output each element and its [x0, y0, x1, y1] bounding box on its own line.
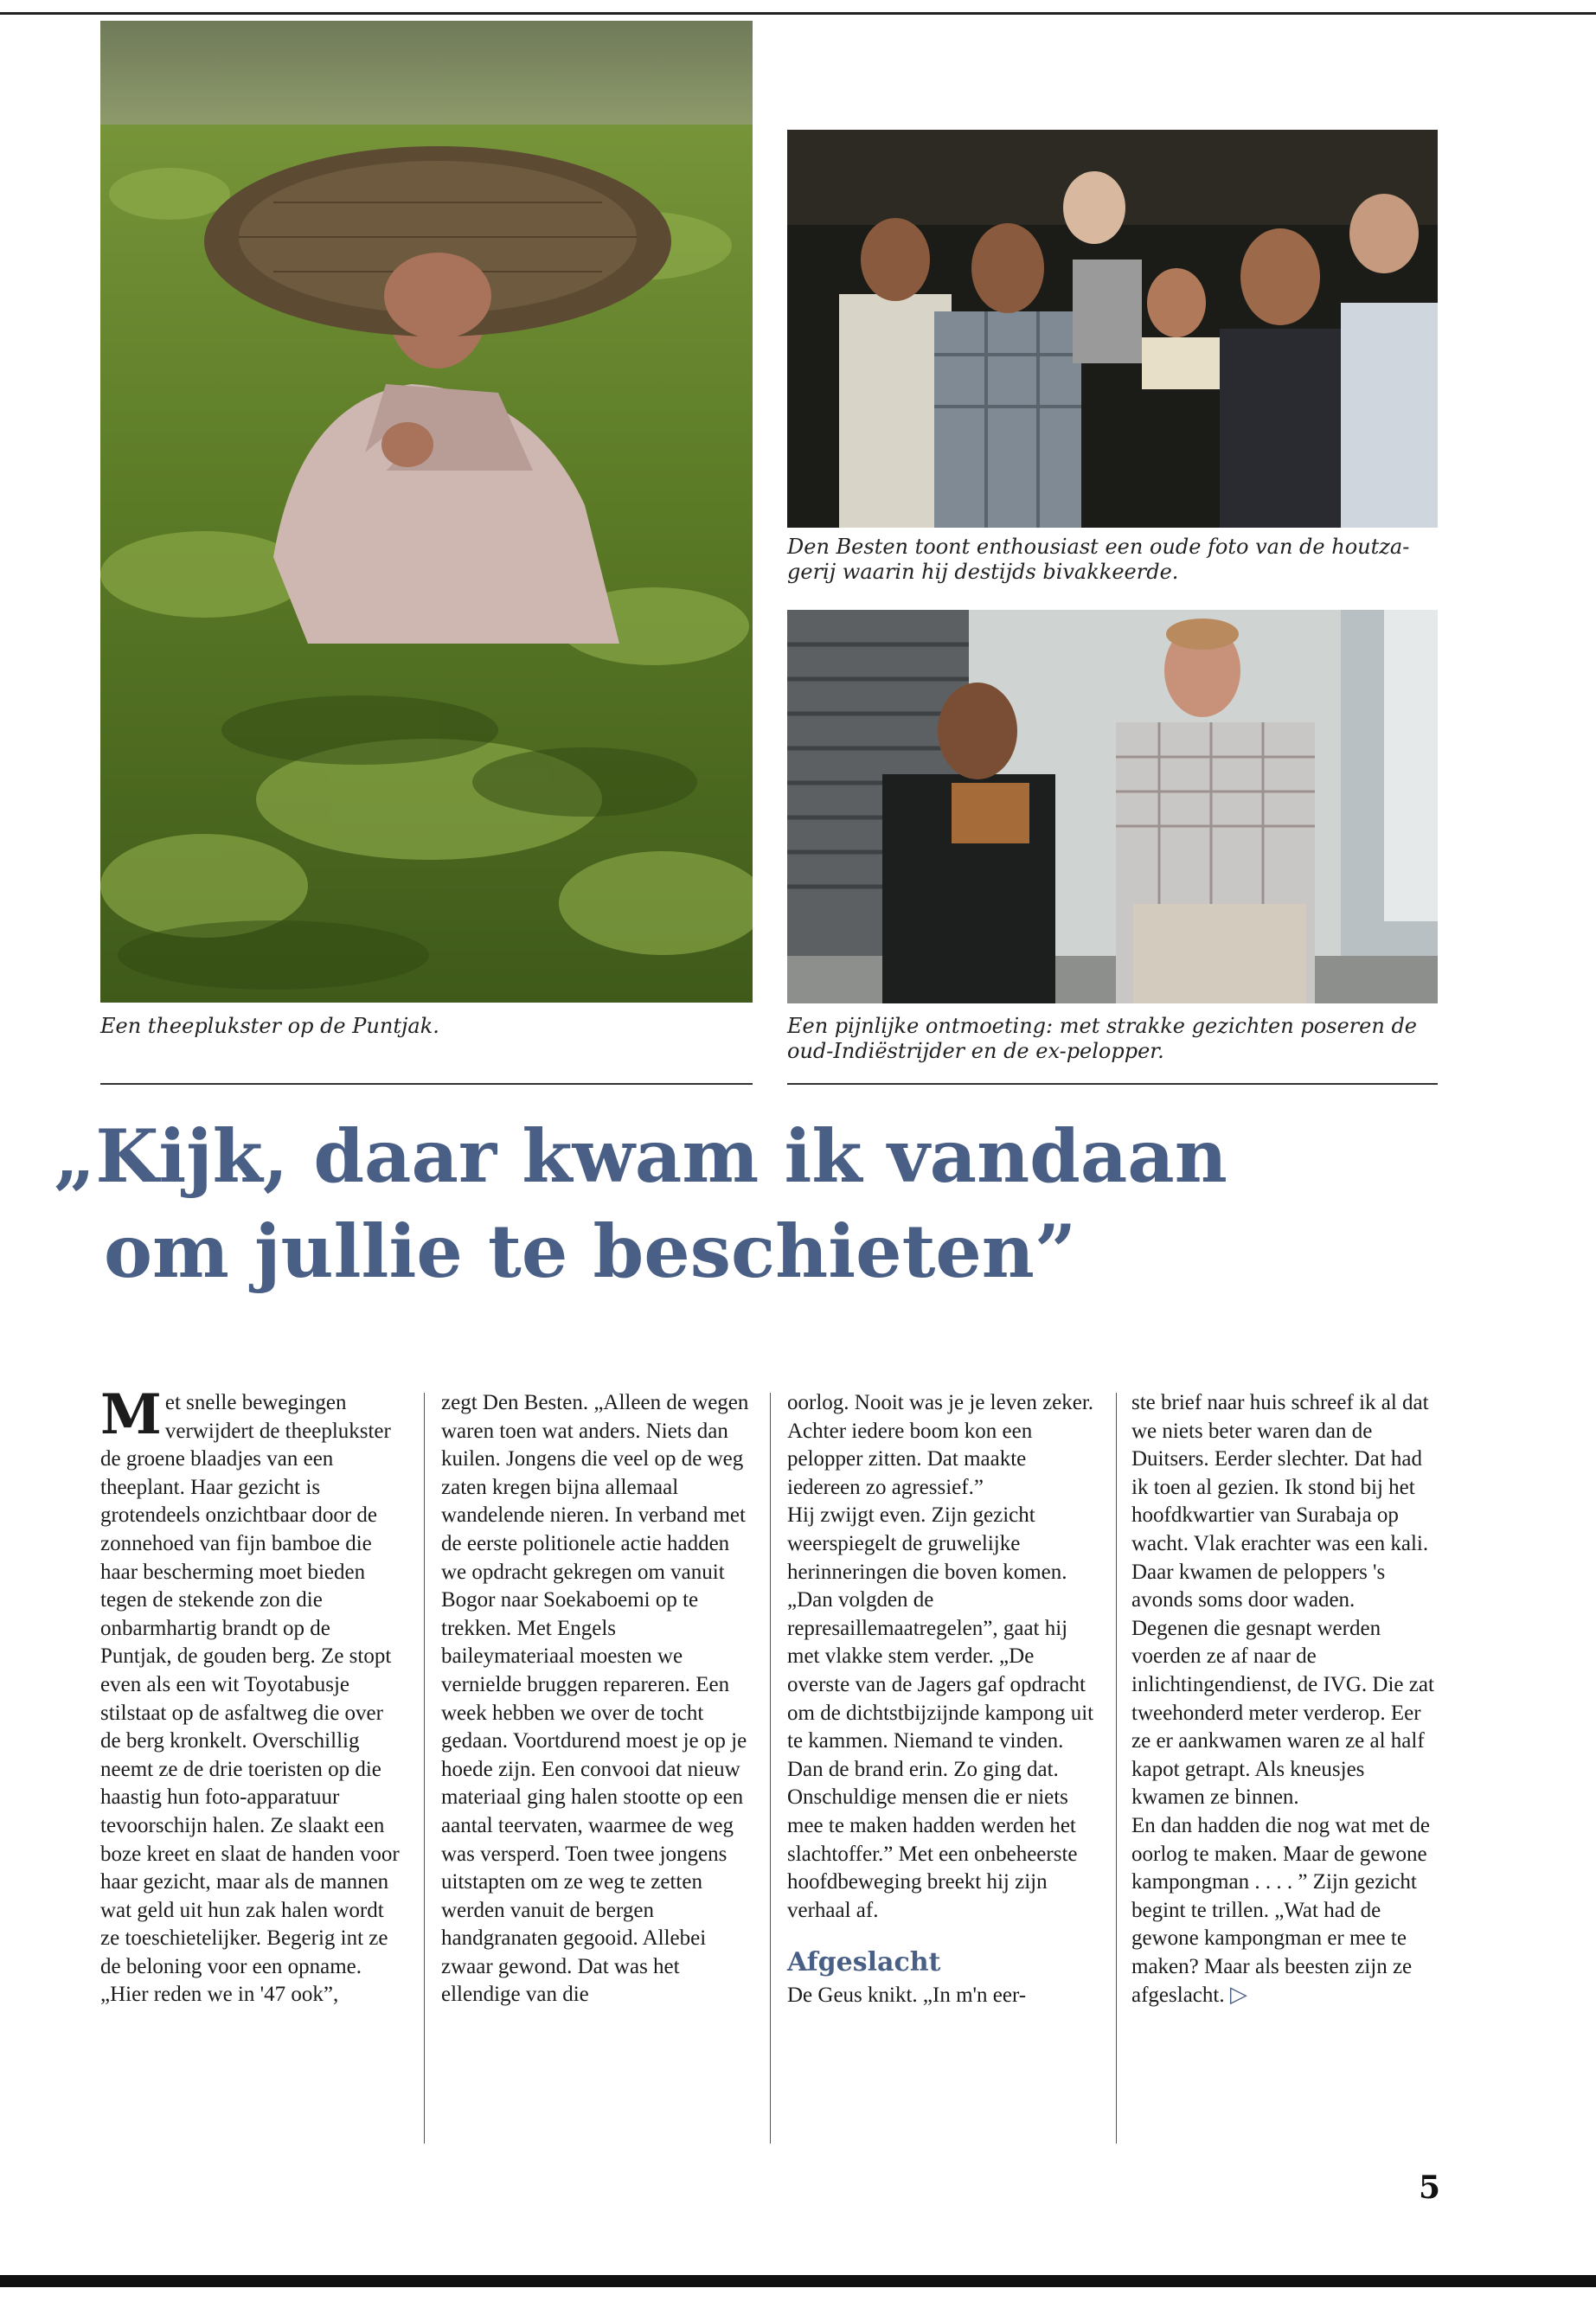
- photo-group: [787, 130, 1438, 528]
- column-divider: [770, 1393, 771, 2144]
- article-column-1: [100, 1382, 405, 2009]
- bottom-rule: [0, 2275, 1596, 2287]
- drop-cap: M: [100, 1382, 162, 1447]
- paragraph: [1131, 1812, 1436, 2010]
- headline-line-2: om jullie te beschieten”: [104, 1208, 1077, 1294]
- continue-arrow-icon: ▷: [1229, 1982, 1247, 2008]
- caption-tea-picker: Een theeplukster op de Puntjak.: [100, 1014, 439, 1038]
- paragraph: De Geus knikt. „In m'n eer-: [787, 1984, 1027, 2008]
- photo-tea-picker: [100, 21, 753, 1003]
- paragraph-text: En dan hadden die nog wat met de oorlog te maken. Maar de gewone kampongman . . . . ” Zijn gezicht begint te trillen. „Wat had de gewone kampongman er mee te maken? Maar als beesten zijn ze afgeslacht.: [1131, 1813, 1431, 2008]
- column-divider: [424, 1393, 425, 2144]
- article-column-4: [1131, 1389, 1436, 2010]
- paragraph: Hij zwijgt even. Zijn gezicht weerspiegelt de gruwelijke herinneringen die boven komen. „Dan volgden de represaillemaatregelen”, gaat hij met vlakke stem verder. „De overste van de Jagers gaf opdracht om de dichtstbijzijnde kampong uit te kammen. Niemand te vinden. Dan de brand erin. Zo ging dat. Onschuldige mensen die er niets mee te maken hadden werden het slachtoffer.” Met een onbeheerste hoofdbeweging breekt hij zijn verhaal af.: [787, 1503, 1094, 1922]
- top-rule: [0, 12, 1596, 15]
- paragraph: zegt Den Besten. „Alleen de wegen waren toen wat anders. Niets dan kuilen. Jongens die veel op de weg zaten kregen bijna allemaal wandelende nieren. In verband met de eerste politionele actie hadden we opdracht gekregen om vanuit Bogor naar Soekaboemi op te trekken. Met Engels baileymateriaal moesten we vernielde bruggen repareren. Een week hebben we over de tocht gedaan. Voortdurend moest je op je hoede zijn. Een convooi dat nieuw materiaal ging halen stootte op een aantal teervaten, waarmee de weg was versperd. Toen twee jongens uitstapten om ze weg te zetten werden vanuit de bergen handgranaten gegooid. Allebei zwaar gewond. Dat was het ellendige van die: [441, 1391, 749, 2007]
- page-number: 5: [1419, 2170, 1441, 2206]
- paragraph: „Hier reden we in '47 ook”,: [100, 1983, 339, 2007]
- headline: [54, 1109, 1524, 1299]
- article-column-2: [441, 1389, 753, 2009]
- caption-pair-photo: Een pijnlijke ontmoeting: met strakke gezichten poseren de oud-Indiëstrijder en de ex-pelopper.: [787, 1014, 1418, 1063]
- caption-group-photo: Den Besten toont enthousiast een oude foto van de houtza-gerij waarin hij destijds bivakkeerde.: [787, 535, 1410, 584]
- caption-rule-left: [100, 1083, 753, 1085]
- paragraph: [100, 1382, 405, 1981]
- subheading: Afgeslacht: [787, 1947, 941, 1978]
- photo-pair: [787, 610, 1438, 1003]
- column-divider: [1116, 1393, 1117, 2144]
- article-column-3: [787, 1389, 1100, 2010]
- caption-rule-right: [787, 1083, 1438, 1085]
- headline-line-1: „Kijk, daar kwam ik vandaan: [54, 1113, 1227, 1199]
- paragraph: oorlog. Nooit was je je leven zeker. Achter iedere boom kon een pelopper zitten. Dat maakte iedereen zo agressief.”: [787, 1391, 1094, 1499]
- paragraph-text: et snelle bewegingen verwijdert de theeplukster de groene blaadjes van een theeplant. Haar gezicht is grotendeels onzichtbaar door de zonnehoed van fijn bamboe die haar bescherming moet bieden tegen de stekende zon die onbarmhartig brandt op de Puntjak, de gouden berg. Ze stopt even als een wit Toyotabusje stilstaat op de asfaltweg die over de berg kronkelt. Overschillig neemt ze de drie toeristen op die haastig hun foto-apparatuur tevoorschijn halen. Ze slaakt een boze kreet en slaat de handen voor haar gezicht, maar als de mannen wat geld uit hun zak halen wordt ze toeschietelijker. Begerig int ze de beloning voor een opname.: [100, 1391, 400, 1978]
- paragraph: ste brief naar huis schreef ik al dat we niets beter waren dan de Duitsers. Eerder slechter. Dat had ik toen al gezien. Ik stond bij het hoofdkwartier van Surabaja op wacht. Vlak erachter was een kali. Daar kwamen de peloppers 's avonds soms door waden. Degenen die gesnapt werden voerden ze af naar de inlichtingendienst, de IVG. Die zat tweehonderd meter verderop. Eer ze er aankwamen waren ze al half kapot getrapt. Als kneusjes kwamen ze binnen.: [1131, 1391, 1434, 1810]
